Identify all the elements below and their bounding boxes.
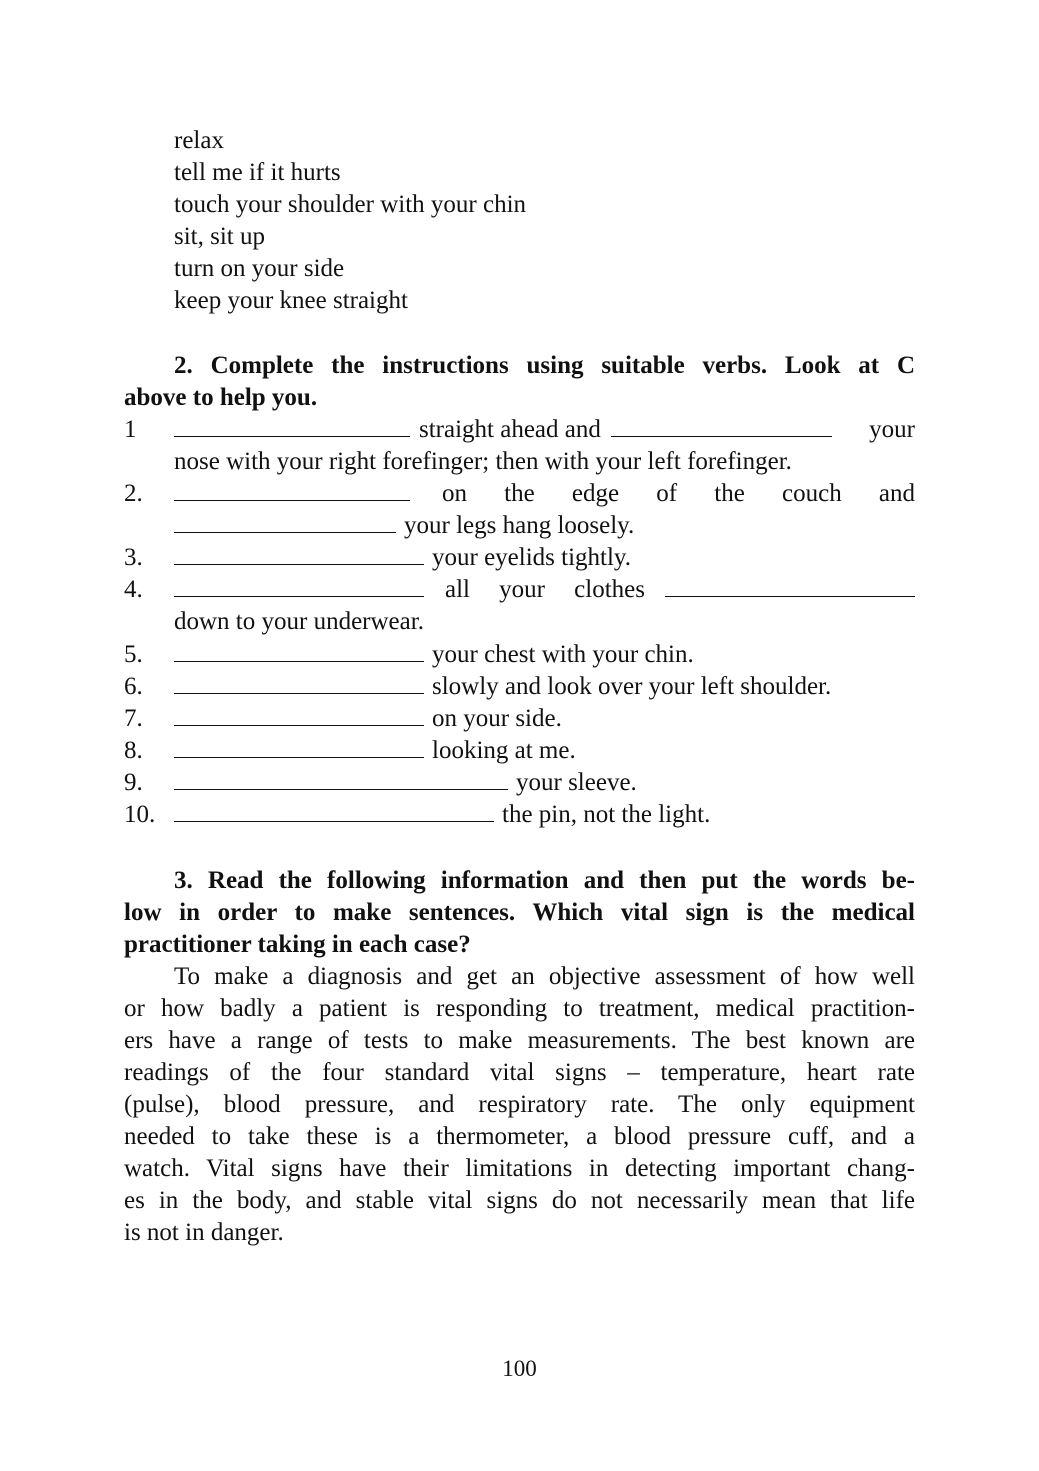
paragraph-line: is not in danger.	[124, 1219, 284, 1246]
exercise-item: on the edge of the couch and	[174, 479, 915, 509]
exercise-item: your chest with your chin.	[174, 640, 694, 670]
answer-blank[interactable]	[174, 673, 424, 694]
answer-blank[interactable]	[174, 544, 424, 565]
answer-blank[interactable]	[174, 416, 410, 437]
item-number: 1	[124, 416, 137, 443]
answer-blank[interactable]	[174, 641, 424, 662]
item-number: 7.	[124, 705, 143, 732]
exercise-3-heading-cont: low in order to make sentences. Which vital sign is the medical	[124, 899, 915, 926]
list-item: turn on your side	[174, 255, 345, 282]
exercise-item: the pin, not the light.	[174, 800, 710, 830]
exercise-item: slowly and look over your left shoulder.	[174, 672, 831, 702]
answer-blank[interactable]	[174, 480, 410, 501]
list-item: tell me if it hurts	[174, 159, 341, 186]
answer-blank[interactable]	[174, 801, 494, 822]
exercise-2-heading-cont: above to help you.	[124, 384, 318, 411]
list-item: keep your knee straight	[174, 287, 408, 314]
item-number: 10.	[124, 801, 156, 828]
exercise-item: straight ahead and your	[174, 415, 915, 445]
item-number: 4.	[124, 576, 143, 603]
paragraph-line: ers have a range of tests to make measurements. The best known are	[124, 1027, 915, 1054]
exercise-item: your eyelids tightly.	[174, 543, 631, 573]
exercise-item-cont: down to your underwear.	[174, 608, 424, 635]
paragraph-line: watch. Vital signs have their limitations in detecting important chang-	[124, 1155, 915, 1182]
list-item: relax	[174, 127, 224, 154]
item-number: 5.	[124, 641, 143, 668]
paragraph-line: (pulse), blood pressure, and respiratory rate. The only equipment	[124, 1091, 915, 1118]
list-item: sit, sit up	[174, 223, 265, 250]
answer-blank[interactable]	[174, 512, 396, 533]
answer-blank[interactable]	[174, 737, 424, 758]
exercise-item: all your clothes	[174, 575, 915, 605]
item-number: 6.	[124, 673, 143, 700]
paragraph-line: To make a diagnosis and get an objective assessment of how well	[174, 963, 915, 990]
answer-blank[interactable]	[174, 705, 424, 726]
exercise-item: your sleeve.	[174, 768, 637, 798]
answer-blank[interactable]	[174, 576, 424, 597]
item-number: 3.	[124, 544, 143, 571]
exercise-item: looking at me.	[174, 736, 576, 766]
paragraph-line: or how badly a patient is responding to treatment, medical practition-	[124, 995, 915, 1022]
item-number: 9.	[124, 769, 143, 796]
page-number: 100	[502, 1356, 537, 1381]
list-item: touch your shoulder with your chin	[174, 191, 527, 218]
paragraph-line: es in the body, and stable vital signs do not necessarily mean that life	[124, 1187, 915, 1214]
exercise-3-heading: 3. Read the following information and then put the words be-	[174, 867, 915, 894]
paragraph-line: readings of the four standard vital signs – temperature, heart rate	[124, 1059, 915, 1086]
item-number: 8.	[124, 737, 143, 764]
exercise-item-cont: your legs hang loosely.	[174, 511, 634, 541]
exercise-3-heading-cont: practitioner taking in each case?	[124, 931, 471, 958]
answer-blank[interactable]	[174, 769, 508, 790]
paragraph-line: needed to take these is a thermometer, a blood pressure cuff, and a	[124, 1123, 915, 1150]
exercise-item-cont: nose with your right forefinger; then with your left forefinger.	[174, 448, 792, 475]
answer-blank[interactable]	[665, 576, 915, 597]
exercise-item: on your side.	[174, 704, 562, 734]
exercise-2-heading: 2. Complete the instructions using suitable verbs. Look at C	[174, 352, 915, 379]
item-number: 2.	[124, 480, 143, 507]
answer-blank[interactable]	[611, 416, 832, 437]
